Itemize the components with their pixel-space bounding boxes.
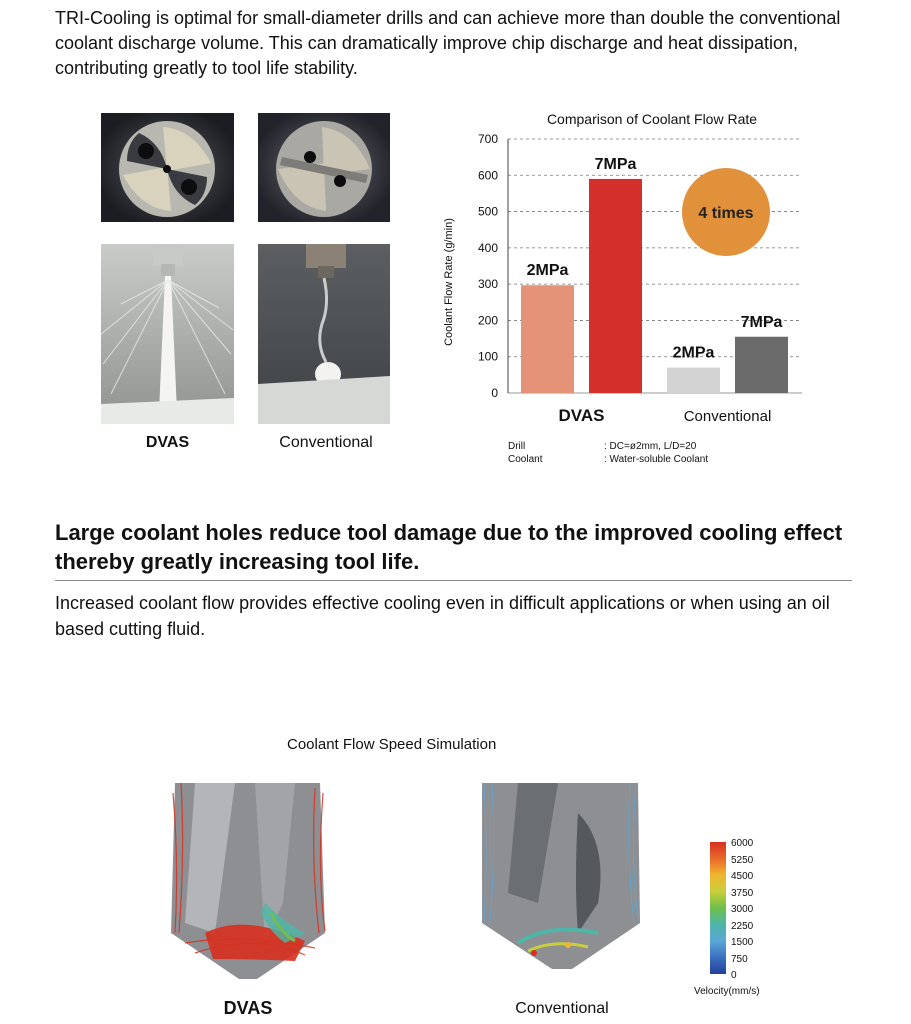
chart-y-ticks: [478, 132, 498, 400]
chart-y-tick-label: 200: [477, 313, 498, 328]
chart-title: Comparison of Coolant Flow Rate: [546, 111, 758, 127]
chart-y-tick-label: 400: [477, 240, 498, 255]
simulation-title: Coolant Flow Speed Simulation: [287, 736, 497, 753]
chart-group-label: DVAS: [558, 406, 605, 425]
velocity-legend-tick: 3000: [731, 904, 754, 915]
bar-value-label: 2MPa: [526, 262, 569, 280]
velocity-legend-tick: 3750: [731, 887, 754, 899]
chart-y-tick-label: 300: [477, 277, 498, 292]
velocity-legend-tick: 750: [731, 953, 748, 965]
note-key: Drill: [508, 441, 526, 452]
bar-dvas-2mpa: [521, 285, 574, 393]
chart-y-tick-label: 700: [477, 132, 498, 146]
four-times-badge: [682, 168, 770, 256]
section-body: Increased coolant flow provides effective cooling even in difficult applications or when using an oil based cutting fluid.: [55, 593, 830, 639]
bar-conventional-7mpa: [735, 337, 788, 393]
bar-conventional-2mpa: [667, 368, 720, 393]
velocity-legend: [694, 838, 784, 998]
coolant-flow-chart: [430, 105, 810, 475]
chart-y-tick-label: 100: [477, 349, 498, 364]
chart-notes: [508, 441, 708, 465]
velocity-color-scale: [710, 842, 726, 974]
bar-value-label: 7MPa: [740, 313, 783, 331]
section-divider: [55, 580, 852, 581]
velocity-legend-tick: 5250: [731, 854, 754, 866]
section-heading: Large coolant holes reduce tool damage due to the improved cooling effect thereby greatly increasing tool life.: [55, 520, 843, 574]
velocity-legend-tick: 2250: [731, 920, 754, 932]
coolant-flow-chart-svg: [430, 105, 810, 475]
note-value: : DC=ø2mm, L/D=20: [604, 441, 697, 452]
conventional-coolant-jet-photo: [258, 244, 390, 424]
intro-paragraph: TRI-Cooling is optimal for small-diameter drills and can achieve more than double the conventional coolant discharge volume. This can dramatically improve chip discharge and heat dissipation, contributing greatly to tool life stability.: [55, 8, 841, 78]
velocity-unit-label: Velocity(mm/s): [694, 986, 760, 997]
dvas-simulation-caption: DVAS: [223, 998, 273, 1018]
dvas-simulation-image: [165, 783, 330, 983]
note-key: Coolant: [508, 454, 543, 465]
chart-y-axis-label: Coolant Flow Rate (g/min): [443, 218, 455, 346]
badge-text: 4 times: [698, 205, 754, 222]
dvas-photo-caption: DVAS: [145, 434, 190, 451]
chart-group-labels: [559, 406, 772, 425]
conventional-drill-tip-photo: [258, 113, 390, 222]
velocity-legend-tick: 4500: [731, 871, 754, 882]
note-value: : Water-soluble Coolant: [604, 454, 709, 465]
velocity-legend-tick: 6000: [731, 838, 754, 849]
chart-y-tick-label: 0: [491, 386, 498, 400]
dvas-coolant-jet-photo: [101, 244, 234, 424]
dvas-drill-tip-photo: [101, 113, 234, 222]
conventional-simulation-caption: Conventional: [515, 1000, 609, 1017]
bar-value-label: 7MPa: [594, 155, 637, 173]
chart-y-tick-label: 600: [477, 168, 498, 183]
chart-y-tick-label: 500: [477, 204, 498, 219]
bar-value-label: 2MPa: [672, 344, 715, 362]
conventional-photo-caption: Conventional: [279, 434, 373, 451]
chart-group-label: Conventional: [683, 408, 772, 425]
velocity-legend-tick: 0: [731, 970, 737, 981]
velocity-legend-tick: 1500: [731, 937, 754, 948]
conventional-simulation-image: [478, 783, 643, 973]
bar-dvas-7mpa: [589, 179, 642, 393]
